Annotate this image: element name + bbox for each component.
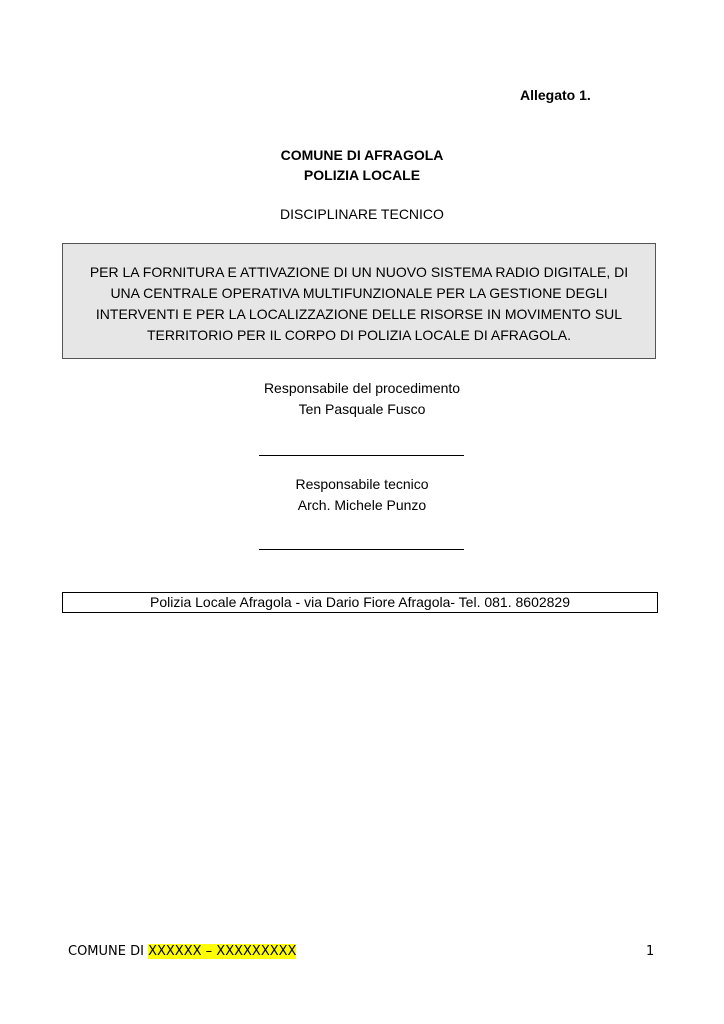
address-box: Polizia Locale Afragola - via Dario Fiore Afragola- Tel. 081. 8602829	[62, 592, 658, 613]
subject-line: INTERVENTI E PER LA LOCALIZZAZIONE DELLE RISORSE IN MOVIMENTO SUL	[95, 306, 623, 322]
footer-comune	[68, 944, 296, 959]
footer-prefix: COMUNE DI	[68, 944, 149, 959]
procedimento-name: Ten Pasquale Fusco	[298, 401, 426, 417]
allegato-label: Allegato 1.	[520, 87, 591, 103]
subject-line: TERRITORIO PER IL CORPO DI POLIZIA LOCALE DI AFRAGOLA.	[147, 327, 571, 343]
disciplinare-heading: DISCIPLINARE TECNICO	[280, 206, 444, 222]
subject-line: PER LA FORNITURA E ATTIVAZIONE DI UN NUOVO SISTEMA RADIO DIGITALE, DI	[89, 264, 629, 280]
subject-box	[62, 243, 656, 359]
comune-heading: COMUNE DI AFRAGOLA	[280, 147, 444, 163]
page-number: 1	[646, 944, 655, 959]
tecnico-name: Arch. Michele Punzo	[297, 497, 427, 513]
subject-line: UNA CENTRALE OPERATIVA MULTIFUNZIONALE PER LA GESTIONE DEGLI	[110, 285, 608, 301]
tecnico-signature-line	[259, 549, 464, 550]
polizia-heading: POLIZIA LOCALE	[303, 167, 421, 183]
procedimento-role: Responsabile del procedimento	[263, 380, 461, 396]
procedimento-signature-line	[259, 455, 464, 456]
footer-highlight: XXXXXX – XXXXXXXXX	[148, 944, 297, 959]
tecnico-role: Responsabile tecnico	[295, 476, 429, 492]
